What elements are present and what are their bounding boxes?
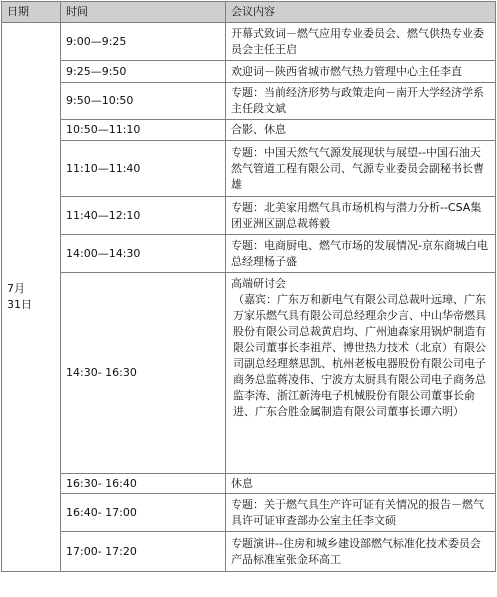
content-cell	[226, 273, 496, 474]
panel-title: 高端研讨会	[231, 277, 286, 290]
time-cell: 10:50—11:10	[61, 120, 226, 141]
time-cell: 11:40—12:10	[61, 197, 226, 235]
header-content: 会议内容	[226, 2, 496, 23]
content-cell: 专题：当前经济形势与政策走向－南开大学经济学系主任段文斌	[226, 83, 496, 120]
header-row	[2, 2, 496, 23]
content-cell: 专题：北美家用燃气具市场机构与潜力分析--CSA集团亚洲区副总裁蒋毅	[226, 197, 496, 235]
content-cell: 专题：关于燃气具生产许可证有关情况的报告－燃气具许可证审查部办公室主任李文硕	[226, 494, 496, 532]
table-row	[2, 273, 496, 474]
content-cell: 开幕式致词－燃气应用专业委员会、燃气供热专业委员会主任王启	[226, 23, 496, 61]
header-time: 时间	[61, 2, 226, 23]
content-cell: 休息	[226, 474, 496, 494]
time-cell: 9:25—9:50	[61, 61, 226, 83]
table-row	[2, 197, 496, 235]
table-row	[2, 61, 496, 83]
content-cell: 合影、休息	[226, 120, 496, 141]
date-day: 31日	[7, 298, 32, 311]
time-cell: 16:30- 16:40	[61, 474, 226, 494]
table-row	[2, 474, 496, 494]
time-cell: 14:30- 16:30	[61, 273, 226, 474]
table-row	[2, 494, 496, 532]
table-row	[2, 83, 496, 120]
date-cell	[2, 23, 61, 572]
table-row	[2, 141, 496, 197]
table-row	[2, 23, 496, 61]
content-cell: 专题：中国天然气气源发展现状与展望--中国石油天然气管道工程有限公司、气源专业委员会副秘书长曹雄	[226, 141, 496, 197]
time-cell: 11:10—11:40	[61, 141, 226, 197]
time-cell: 9:50—10:50	[61, 83, 226, 120]
header-date: 日期	[2, 2, 61, 23]
table-row	[2, 120, 496, 141]
time-cell: 17:00- 17:20	[61, 532, 226, 572]
time-cell: 14:00—14:30	[61, 235, 226, 273]
table-row	[2, 235, 496, 273]
content-cell: 专题：电商厨电、燃气市场的发展情况-京东商城白电总经理杨子盛	[226, 235, 496, 273]
schedule-table	[1, 1, 496, 572]
date-month: 7月	[7, 282, 25, 295]
time-cell: 9:00—9:25	[61, 23, 226, 61]
table-row	[2, 532, 496, 572]
content-cell: 欢迎词－陕西省城市燃气热力管理中心主任李直	[226, 61, 496, 83]
time-cell: 16:40- 17:00	[61, 494, 226, 532]
content-cell: 专题演讲--住房和城乡建设部燃气标准化技术委员会产品标准室张金环高工	[226, 532, 496, 572]
panel-guests: （嘉宾：广东万和新电气有限公司总裁叶远璋、广东万家乐燃气具有限公司总经理余少言、中山华帝燃具股份有限公司总裁黄启均、广州迪森家用锅炉制造有限公司董事长李祖芹、博世热力技术（北京）有限公司副总经理蔡思凯、杭州老板电器股份有限公司电子商务总监蒋凌伟、宁波方太厨具有限公司电子商务总监李涛、浙江新涛电子机械股份有限公司董事长俞进、广东合胜金属制造有限公司董事长谭六明）	[233, 293, 486, 418]
